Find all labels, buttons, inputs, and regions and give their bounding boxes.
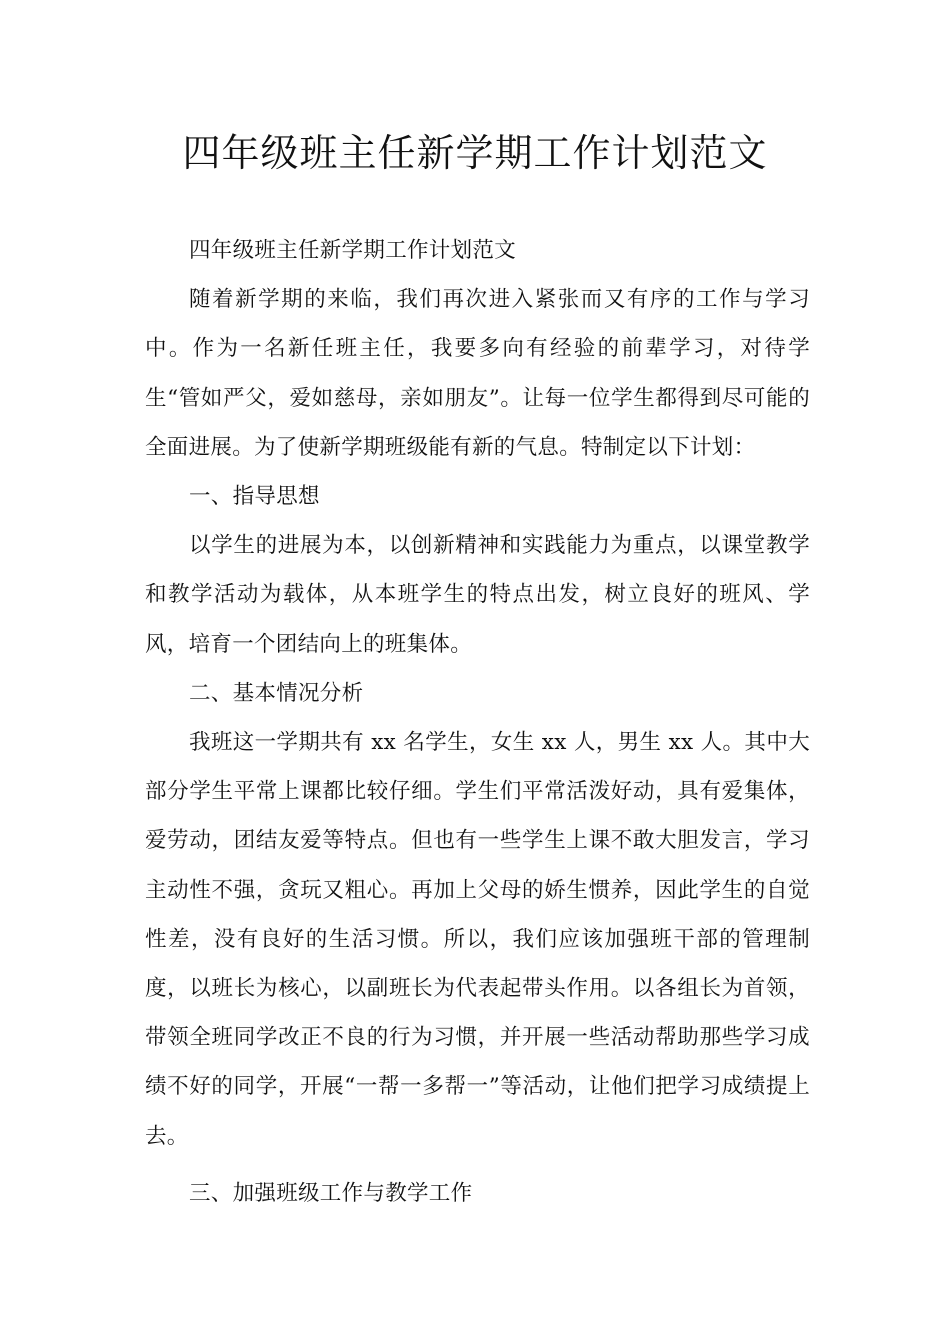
section-heading-guiding-idea: 一、指导思想 bbox=[189, 484, 320, 510]
document-body bbox=[145, 226, 810, 1218]
section-body-guiding-idea: 以学生的进展为本，以创新精神和实践能力为重点，以课堂教学和教学活动为载体，从本班学生的特点出发，树立良好的班风、学风，培育一个团结向上的班集体。 bbox=[145, 533, 810, 657]
section-body-situation-analysis: 我班这一学期共有 xx 名学生，女生 xx 人，男生 xx 人。其中大部分学生平常上课都比较仔细。学生们平常活泼好动，具有爱集体，爱劳动，团结友爱等特点。但也有一些学生上课不敢大胆发言，学习主动性不强，贪玩又粗心。再加上父母的娇生惯养，因此学生的自觉性差，没有良好的生活习惯。所以，我们应该加强班干部的管理制度，以班长为核心，以副班长为代表起带头作用。以各组长为首领，带领全班同学改正不良的行为习惯，并开展一些活动帮助那些学习成绩不好的同学，开展“一帮一多帮一”等活动，让他们把学习成绩提上去。 bbox=[145, 730, 810, 1149]
intro-paragraph: 随着新学期的来临，我们再次进入紧张而又有序的工作与学习中。作为一名新任班主任，我要多向有经验的前辈学习，对待学生“管如严父，爱如慈母，亲如朋友”。让每一位学生都得到尽可能的全面进展。为了使新学期班级能有新的气息。特制定以下计划： bbox=[145, 287, 810, 460]
document-subtitle: 四年级班主任新学期工作计划范文 bbox=[189, 238, 517, 263]
section-heading-situation-analysis: 二、基本情况分析 bbox=[189, 680, 364, 706]
section-heading-class-work: 三、加强班级工作与教学工作 bbox=[189, 1180, 473, 1206]
document-title: 四年级班主任新学期工作计划范文 bbox=[182, 131, 768, 175]
